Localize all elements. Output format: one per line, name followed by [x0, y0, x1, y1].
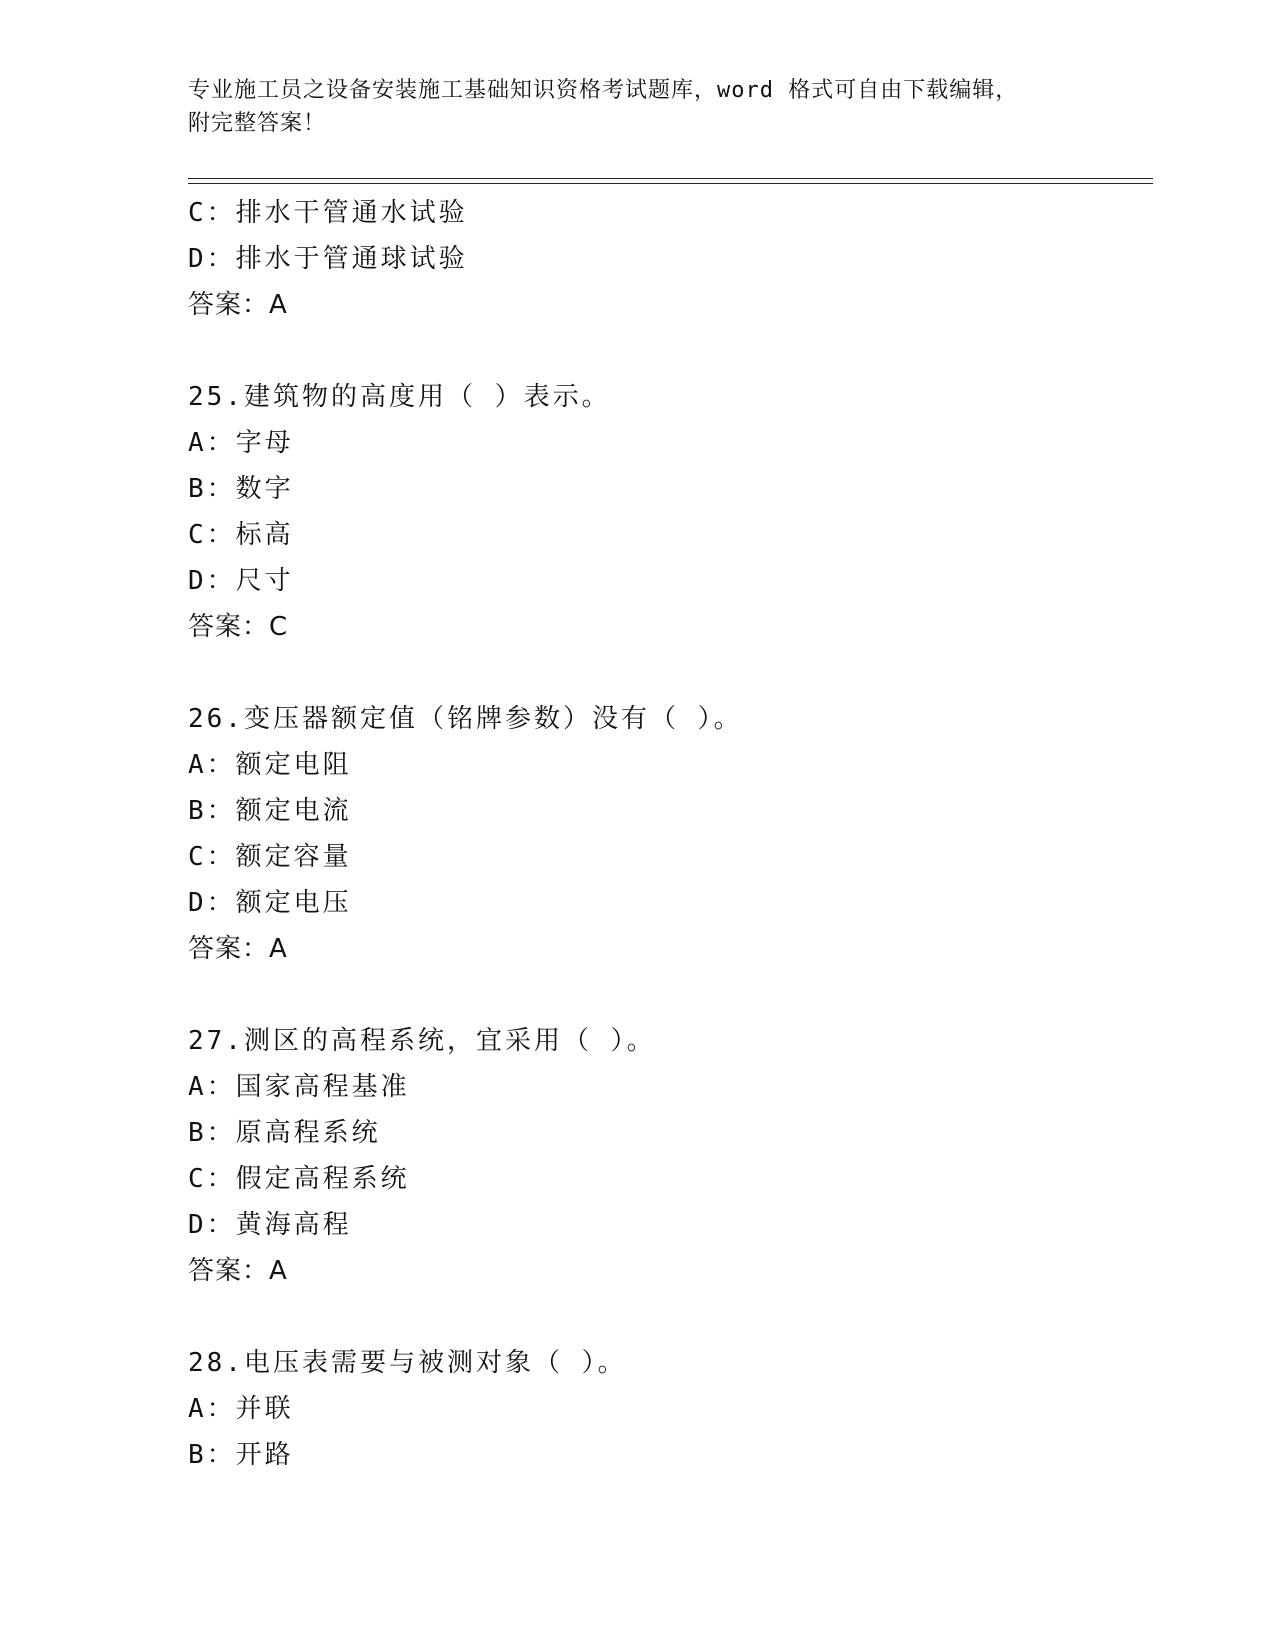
option-b: B：原高程系统	[188, 1118, 381, 1148]
option-b: B：数字	[188, 474, 294, 504]
answer-line: 答案：C	[188, 612, 289, 642]
question-list	[188, 190, 1148, 1478]
answer-line: 答案：A	[188, 934, 288, 964]
question-stem: 25.建筑物的高度用（ ）表示。	[188, 382, 611, 412]
header-line-2: 附完整答案！	[188, 111, 327, 136]
question-24-continued	[188, 190, 1148, 328]
question-stem: 27.测区的高程系统，宜采用（ ）。	[188, 1026, 656, 1056]
option-a: A：额定电阻	[188, 750, 352, 780]
header-line-1: 专业施工员之设备安装施工基础知识资格考试题库，word 格式可自由下载编辑，	[188, 78, 1019, 103]
option-d: D：尺寸	[188, 566, 294, 596]
option-a: A：字母	[188, 428, 294, 458]
question-stem: 28.电压表需要与被测对象（ ）。	[188, 1348, 627, 1378]
question-25	[188, 374, 1148, 650]
spacer	[188, 972, 1148, 1018]
question-26	[188, 696, 1148, 972]
question-28	[188, 1340, 1148, 1478]
option-c: C：排水干管通水试验	[188, 198, 468, 228]
option-c: C：额定容量	[188, 842, 352, 872]
header-rule-top	[188, 178, 1153, 179]
option-b: B：开路	[188, 1440, 294, 1470]
option-b: B：额定电流	[188, 796, 352, 826]
option-a: A：国家高程基准	[188, 1072, 410, 1102]
question-27	[188, 1018, 1148, 1294]
spacer	[188, 1294, 1148, 1340]
answer-line: 答案：A	[188, 290, 288, 320]
spacer	[188, 328, 1148, 374]
document-header	[188, 74, 1088, 140]
question-stem: 26.变压器额定值（铭牌参数）没有（ ）。	[188, 704, 743, 734]
option-c: C：假定高程系统	[188, 1164, 410, 1194]
option-c: C：标高	[188, 520, 294, 550]
answer-line: 答案：A	[188, 1256, 288, 1286]
spacer	[188, 650, 1148, 696]
option-a: A：并联	[188, 1394, 294, 1424]
option-d: D：额定电压	[188, 888, 352, 918]
option-d: D：排水于管通球试验	[188, 244, 468, 274]
option-d: D：黄海高程	[188, 1210, 352, 1240]
header-rule-bottom	[188, 183, 1153, 184]
